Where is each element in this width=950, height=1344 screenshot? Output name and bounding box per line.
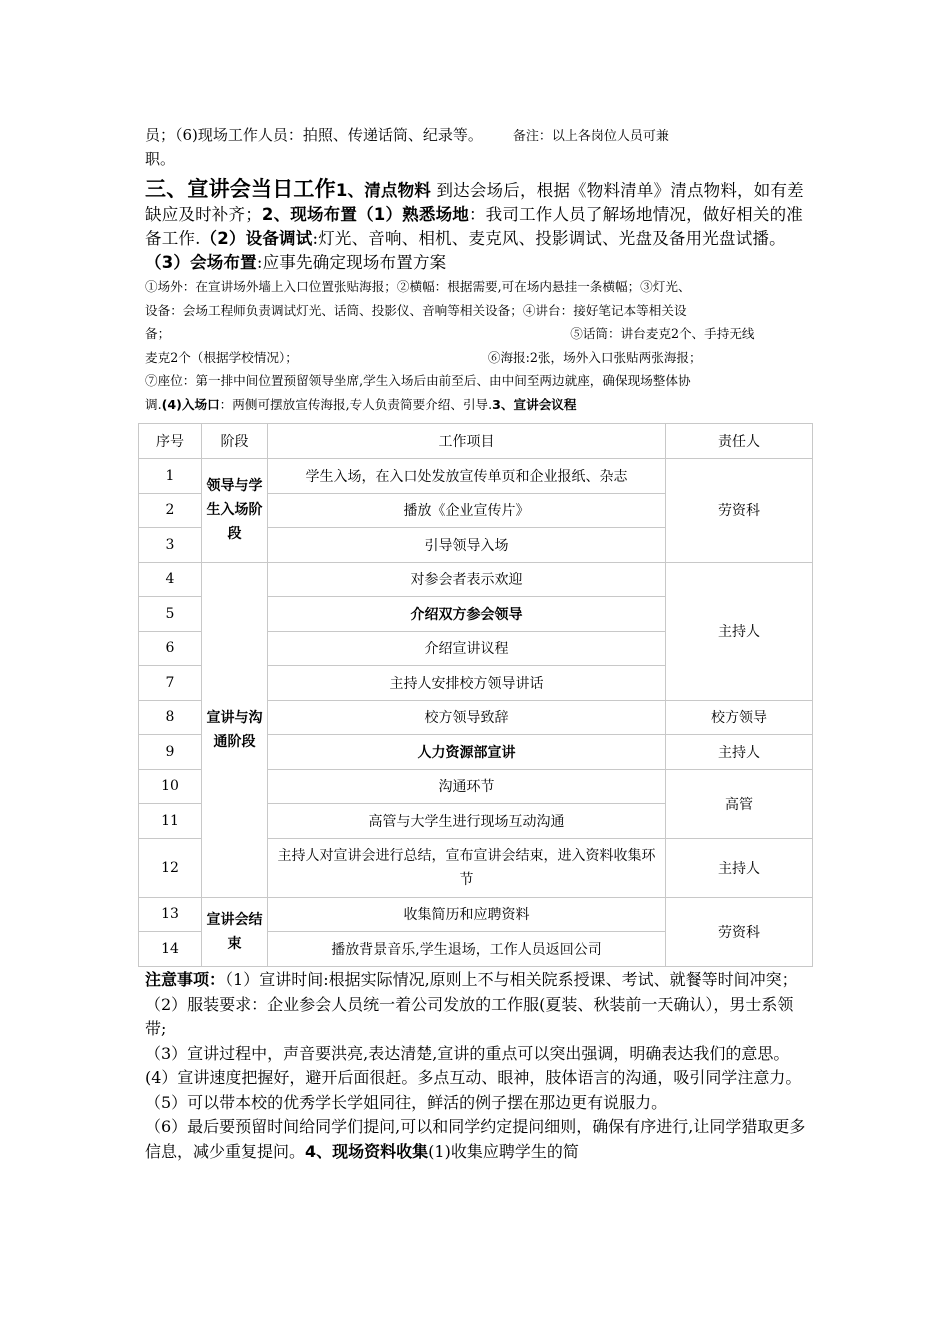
header-stage: 阶段 [202, 424, 268, 459]
note-5: （5）可以带本校的优秀学长学姐同往，鲜活的例子摆在那边更有说服力。 [145, 1092, 668, 1112]
layout-line-1: ①场外：在宣讲场外墙上入口位置张贴海报；②横幅：根据需要,可在场内悬挂一条横幅；③灯光、 [145, 279, 691, 294]
row-item: 沟通环节 [268, 769, 666, 804]
row-no: 14 [139, 932, 202, 967]
row-no: 5 [139, 597, 202, 632]
owner-cell: 劳资科 [666, 459, 813, 563]
layout-line-4: 麦克2个（根据学校情况）； [145, 349, 298, 365]
step-4-label: 4、现场资料收集 [305, 1141, 429, 1161]
header-no: 序号 [139, 424, 202, 459]
row-no: 10 [139, 769, 202, 804]
layout-line-3b: ⑤话筒：讲台麦克2个、手持无线 [570, 326, 755, 341]
layout-line-3: 备； [145, 326, 171, 341]
layout-line-2: 设备：会场工程师负责调试灯光、话筒、投影仪、音响等相关设备；④讲台：接好笔记本等相关设 [145, 302, 687, 318]
row-item: 介绍双方参会领导 [268, 597, 666, 632]
step-4-text: (1)收集应聘学生的简 [428, 1141, 579, 1161]
agenda-heading: 3、宣讲会议程 [492, 396, 577, 412]
row-no: 13 [139, 897, 202, 932]
note-6 [145, 1115, 810, 1164]
row-item: 引导领导入场 [268, 528, 666, 563]
row-item: 学生入场，在入口处发放宣传单页和企业报纸、杂志 [268, 459, 666, 494]
note-4: (4）宣讲速度把握好，避开后面很赶。多点互动、眼神，肢体语言的沟通，吸引同学注意力。 [145, 1068, 802, 1087]
step-1-text: 到达会场后，根据《物料清单》清点物料，如有差缺应及时补齐； [145, 181, 804, 224]
layout-line-6a: 调. [145, 396, 162, 412]
header-item: 工作项目 [268, 424, 666, 459]
header-owner: 责任人 [666, 424, 813, 459]
step-2-label: 2、现场布置（1）熟悉场地 [261, 205, 469, 224]
step-1-label: 1、清点物料 [335, 181, 431, 200]
section-3-heading: 三、宣讲会当日工作 [145, 177, 336, 201]
step-2-text: ：我司工作人员了解场地情况，做好相关的准备工作. [145, 205, 803, 248]
row-item: 高管与大学生进行现场互动沟通 [268, 804, 666, 839]
row-no: 2 [139, 493, 202, 528]
step-2b-label: （2）设备调试 [200, 229, 313, 248]
note-text: （1）宣讲时间:根据实际情况,原则上不与相关院系授课、考试、就餐等时间冲突；（2）服装要求：企业参会人员统一着公司发放的工作服(夏装、秋装前一天确认），男士系领带; [145, 970, 798, 1038]
notes-label: 注意事项： [145, 970, 226, 989]
row-no: 7 [139, 666, 202, 701]
note-6-text: （6）最后要预留时间给同学们提问,可以和同学约定提问细则，确保有序进行,让同学猎取更多信息，减少重复提问。 [145, 1117, 806, 1161]
row-item: 播放背景音乐,学生退场，工作人员返回公司 [268, 932, 666, 967]
step-2b-text: :灯光、音响、相机、麦克风、投影调试、光盘及备用光盘试播。 [312, 229, 786, 248]
row-item: 主持人安排校方领导讲话 [268, 666, 666, 701]
step-2c-label: （3）会场布置 [145, 253, 257, 272]
layout-line-4b: ⑥海报:2张，场外入口张贴两张海报； [487, 349, 702, 365]
row-no: 6 [139, 631, 202, 666]
intro-note: 备注：以上各岗位人员可兼 [512, 129, 669, 144]
row-item: 主持人对宣讲会进行总结，宣布宣讲会结束，进入资料收集环节 [268, 838, 666, 897]
stage-cell: 宣讲会结束 [202, 897, 268, 966]
owner-cell: 主持人 [666, 735, 813, 770]
row-no: 11 [139, 804, 202, 839]
table-row [139, 897, 813, 932]
layout-details [145, 275, 810, 416]
row-no: 12 [139, 838, 202, 897]
intro-line-2: 职。 [145, 150, 176, 168]
row-item: 对参会者表示欢迎 [268, 562, 666, 597]
row-no: 1 [139, 459, 202, 494]
owner-cell: 校方领导 [666, 700, 813, 735]
owner-cell: 高管 [666, 769, 813, 838]
row-item: 人力资源部宣讲 [268, 735, 666, 770]
entrance-text: ：两侧可摆放宣传海报,专人负责简要介绍、引导. [219, 396, 493, 412]
table-header-row [139, 424, 813, 459]
intro-line: 员；（6)现场工作人员：拍照、传递话筒、纪录等。 [145, 126, 483, 144]
row-item: 收集简历和应聘资料 [268, 897, 666, 932]
row-item: 介绍宣讲议程 [268, 631, 666, 666]
note-1-2 [145, 968, 810, 1042]
intro-paragraph [145, 124, 810, 171]
row-no: 9 [139, 735, 202, 770]
note-3: （3）宣讲过程中，声音要洪亮,表达清楚,宣讲的重点可以突出强调，明确表达我们的意思。 [145, 1043, 790, 1063]
notes-section [145, 968, 810, 1164]
entrance-label: (4)入场口 [161, 396, 220, 412]
document-body [145, 118, 810, 416]
section-3-paragraph [145, 177, 810, 275]
layout-line-5: ⑦座位：第一排中间位置预留领导坐席,学生入场后由前至后、由中间至两边就座，确保现场整体协 [145, 373, 691, 388]
owner-cell: 主持人 [666, 562, 813, 700]
row-no: 3 [139, 528, 202, 563]
step-2c-text: :应事先确定现场布置方案 [256, 253, 447, 272]
row-no: 4 [139, 562, 202, 597]
table-row [139, 459, 813, 494]
row-item: 校方领导致辞 [268, 700, 666, 735]
stage-cell: 领导与学生入场阶段 [202, 459, 268, 563]
row-no: 8 [139, 700, 202, 735]
agenda-table [138, 423, 813, 967]
owner-cell: 主持人 [666, 838, 813, 897]
row-item: 播放《企业宣传片》 [268, 493, 666, 528]
table-row [139, 562, 813, 597]
stage-cell: 宣讲与沟通阶段 [202, 562, 268, 897]
owner-cell: 劳资科 [666, 897, 813, 966]
